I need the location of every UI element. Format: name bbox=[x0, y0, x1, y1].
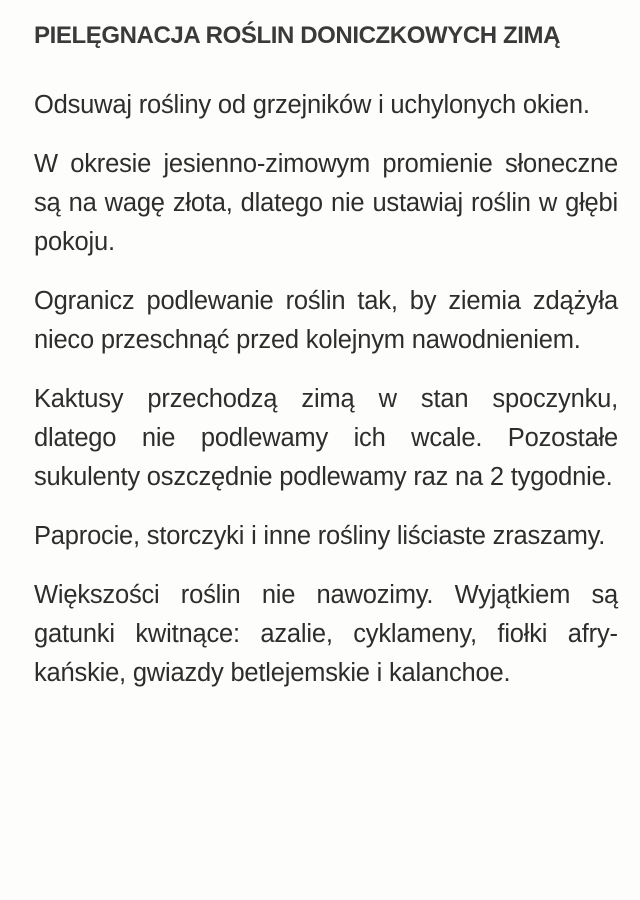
document-body bbox=[34, 86, 618, 693]
document-title: PIELĘGNACJA ROŚLIN DONICZKOWYCH ZIMĄ bbox=[34, 22, 561, 49]
paragraph-drafts: Odsuwaj rośliny od grzejników i uchylonych okien. bbox=[34, 91, 590, 119]
paragraph-misting: Paprocie, storczyki i inne rośliny liściaste zraszamy. bbox=[34, 522, 606, 550]
paragraph-fertilizing: Większości roślin nie nawozimy. Wyjątkiem są gatunki kwitnące: azalie, cyklameny, fiołki afrykańskie, gwiazdy betlejemskie i kalanchoe. bbox=[34, 581, 618, 687]
paragraph-cacti: Kaktusy przechodzą zimą w stan spoczynku, dlatego nie podlewamy ich wcale. Pozostałe sukulenty oszczędnie podlewamy raz na 2 tygodnie. bbox=[34, 385, 618, 491]
paragraph-light: W okresie jesienno-zimowym promienie słoneczne są na wagę złota, dlatego nie ustawiaj roślin w głębi pokoju. bbox=[34, 150, 618, 256]
paragraph-watering: Ogranicz podlewanie roślin tak, by ziemia zdążyła nieco przeschnąć przed kolejnym nawodnieniem. bbox=[34, 287, 618, 354]
